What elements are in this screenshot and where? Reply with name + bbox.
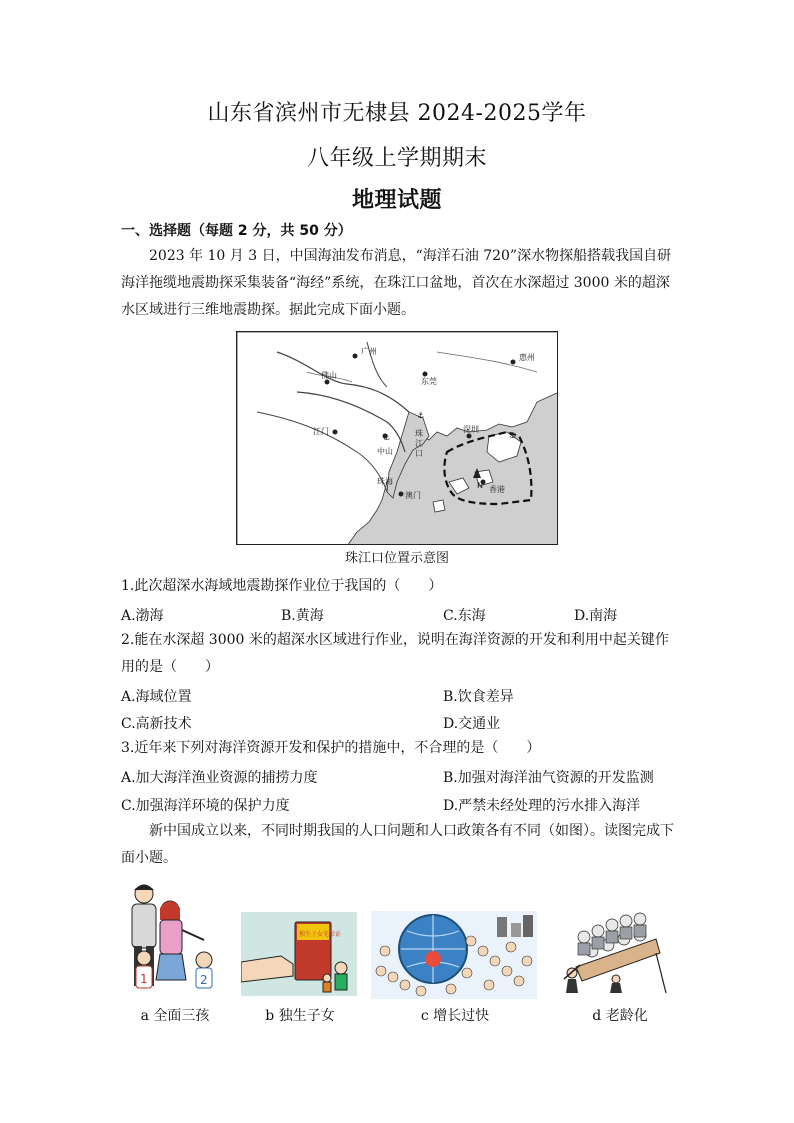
svg-text:⚓: ⚓ xyxy=(417,411,425,420)
picture-a-family xyxy=(122,880,218,998)
badge-1: 1 xyxy=(140,972,148,986)
q2-option-c: C.高新技术 xyxy=(121,716,192,732)
picture-d-caption: d 老龄化 xyxy=(592,1008,648,1024)
svg-text:⚓: ⚓ xyxy=(509,431,517,440)
label-guangzhou: 广州 xyxy=(361,347,377,356)
label-zhuhai: 珠海 xyxy=(377,477,393,486)
question-3-stem: 3.近年来下列对海洋资源开发和保护的措施中，不合理的是（ ） xyxy=(121,740,541,756)
label-estuary-1: 珠 xyxy=(415,429,423,438)
label-zhongshan: 中山 xyxy=(377,447,393,456)
title-line-3: 地理试题 xyxy=(351,187,442,213)
q3-option-a: A.加大海洋渔业资源的捕捞力度 xyxy=(121,770,318,786)
section-heading: 一、选择题（每题 2 分，共 50 分） xyxy=(121,223,352,239)
title-line-1: 山东省滨州市无棣县 2024-2025学年 xyxy=(207,101,587,126)
picture-c-caption: c 增长过快 xyxy=(420,1008,490,1024)
q1-option-b: B.黄海 xyxy=(281,608,324,624)
label-shenzhen: 深圳 xyxy=(463,425,479,434)
label-dongguan: 东莞 xyxy=(421,377,437,386)
picture-b-caption: b 独生子女 xyxy=(265,1008,335,1024)
map-caption: 珠江口位置示意图 xyxy=(344,551,449,566)
passage-1: 2023 年 10 月 3 日，中国海油发布消息，“海洋石油 720”深水物探船搭载我国自研海洋拖缆地震勘探采集装备“海经”系统，在珠江口盆地，首次在水深超过 3000 米的超深水区域进行三维地震勘探。据此完成下面小题。 xyxy=(121,248,672,318)
map-graphic xyxy=(237,332,558,545)
q2-option-a: A.海域位置 xyxy=(121,689,192,705)
badge-2: 2 xyxy=(200,973,208,987)
label-huizhou: 惠州 xyxy=(519,353,535,362)
title-line-2: 八年级上学期期末 xyxy=(306,146,487,171)
label-foshan: 佛山 xyxy=(321,371,337,380)
q3-option-d: D.严禁未经处理的污水排入海洋 xyxy=(443,798,641,814)
picture-b-certificate xyxy=(241,912,357,996)
label-hongkong: 香港 xyxy=(489,485,505,494)
svg-text:⚓: ⚓ xyxy=(383,433,391,442)
certificate-text: 独生子女光荣证 xyxy=(299,931,342,938)
q1-option-d: D.南海 xyxy=(574,608,618,624)
q3-option-c: C.加强海洋环境的保护力度 xyxy=(121,798,290,814)
passage-2: 新中国成立以来，不同时期我国的人口问题和人口政策各有不同（如图）。读图完成下面小题。 xyxy=(121,823,674,866)
q3-option-b: B.加强对海洋油气资源的开发监测 xyxy=(443,770,654,786)
q1-option-a: A.渤海 xyxy=(121,608,164,624)
pearl-river-map xyxy=(236,331,558,545)
picture-a-caption: a 全面三孩 xyxy=(140,1008,210,1024)
q2-option-b: B.饮食差异 xyxy=(443,689,514,705)
label-estuary-3: 口 xyxy=(415,449,423,458)
label-jiangmen: 江门 xyxy=(313,427,329,436)
q1-option-c: C.东海 xyxy=(443,608,486,624)
question-2-stem: 2.能在水深超 3000 米的超深水区域进行作业，说明在海洋资源的开发和利用中起关键作用的是（ ） xyxy=(121,632,669,675)
label-estuary-2: 江 xyxy=(415,439,423,448)
island-4 xyxy=(433,500,445,512)
q2-option-d: D.交通业 xyxy=(443,716,501,732)
picture-c-growth xyxy=(371,911,537,999)
question-1-stem: 1.此次超深水海域地震勘探作业位于我国的（ ） xyxy=(121,578,443,594)
label-macau: 澳门 xyxy=(405,491,421,500)
label-north: N xyxy=(477,481,483,490)
picture-d-aging xyxy=(556,909,670,993)
